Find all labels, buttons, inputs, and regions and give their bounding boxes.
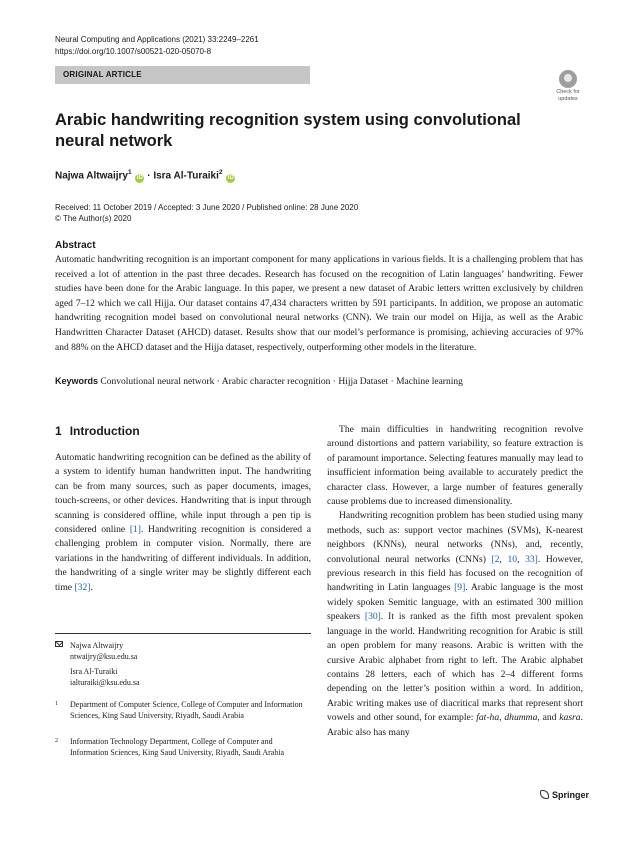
section-number: 1	[55, 424, 62, 438]
publisher-name: Springer	[552, 790, 590, 800]
contact-name: Najwa Altwaijry	[70, 641, 124, 650]
journal-citation: Neural Computing and Applications (2021) 33:2249–2261	[55, 35, 259, 44]
check-for-updates-badge[interactable]	[552, 70, 584, 102]
body-paragraph: The main difficulties in handwriting recognition revolve around distortions and pattern variability, so feature extraction is of paramount importance. Selecting features manually may lead to insufficient information being available to accurately predict the character class. However, a large number of features generally cause problems due to increased dimensionality.	[327, 424, 583, 508]
copyright-line: © The Author(s) 2020	[55, 214, 132, 223]
check-label-2: updates	[558, 96, 578, 102]
citation-link[interactable]: 10	[507, 553, 518, 565]
article-type-banner: ORIGINAL ARTICLE	[55, 66, 310, 84]
publisher-logo	[540, 789, 589, 801]
publication-dates	[55, 202, 358, 224]
affiliation-text: Information Technology Department, College of Computer and Information Sciences, King Saud University, Riyadh, Saudi Arabia	[70, 737, 285, 757]
abstract-heading: Abstract	[55, 240, 96, 251]
example-term: fat-ha	[476, 712, 500, 724]
citation-link[interactable]: [2	[491, 553, 500, 565]
author-affil-sup: 2	[218, 169, 223, 176]
contact-email[interactable]: ntwaijry@ksu.edu.sa	[70, 652, 138, 661]
author-name: Najwa Altwaijry	[55, 170, 128, 182]
contact-name: Isra Al-Turaiki	[70, 667, 118, 676]
author-name: Isra Al-Turaiki	[153, 170, 219, 182]
section-title: Introduction	[69, 424, 140, 438]
citation-link[interactable]: [9]	[454, 582, 466, 594]
example-term: dhumma,	[504, 712, 540, 724]
body-paragraph: Handwriting recognition problem has been studied using many methods, such as: support vector machines (SVMs), K-nearest neighbors (KNNs), neural networks (NNs), and, recently, convolutional neural networks (CNNs) [2, 10, 33]. However, previous research in this field has focused on the recognition of handwriting in Latin languages [9]. Arabic language is the most widely spoken Semitic language, with an estimated 300 million speakers [30]. It is ranked as the fifth most prevalent spoken language in the world. Handwriting recognition for Arabic is still an open problem for many reasons. Arabic is written with the cursive Arabic alphabet from right to left. The Arabic alphabet contains 28 letters, each of which has 2–4 different forms depending on the letter’s position within a word. In addition, Arabic writing makes use of diacritical marks that represent short vowels and other sound, for example: fat-ha, dhumma, and kasra. Arabic also has many	[327, 510, 584, 738]
footnote-divider	[55, 633, 311, 634]
orcid-icon[interactable]: iD	[227, 175, 234, 182]
citation-link[interactable]: 33]	[525, 553, 538, 565]
springer-horse-icon	[540, 790, 549, 799]
paper-title: Arabic handwriting recognition system using convolutional neural network	[55, 111, 521, 150]
orcid-icon[interactable]: iD	[136, 175, 143, 182]
envelope-icon	[55, 641, 63, 647]
author-separator: ·	[147, 170, 151, 182]
author-affil-sup: 1	[128, 169, 132, 176]
author-list	[55, 166, 235, 183]
doi-link[interactable]: https://doi.org/10.1007/s00521-020-05070-8	[55, 47, 212, 56]
affiliation-number: 2	[55, 738, 58, 744]
citation-link[interactable]: [30]	[364, 611, 381, 623]
citation-link[interactable]: [1]	[129, 524, 141, 536]
affiliation-number: 1	[55, 701, 58, 707]
check-label-1: Check for	[556, 89, 580, 95]
abstract-text: Automatic handwriting recognition is an important component for many applications in various fields. It is a challenging problem that has received a lot of attention in the past three decades. Research has focused on the recognition of Latin languages’ handwriting. Fewer studies have been done for the Arabic language. In this paper, we present a new dataset of Arabic letters written exclusively by children aged 7–12 which we call Hijja. Our dataset contains 47,434 characters written by 591 participants. In addition, we propose an automatic handwriting recognition model based on convolutional neural networks (CNN). We train our model on Hijja, as well as the Arabic Handwritten Character Dataset (AHCD) dataset. Results show that our model’s performance is promising, achieving accuracies of 97% and 88% on the AHCD dataset and the Hijja dataset, respectively, outperforming other models in the literature.	[55, 255, 583, 353]
example-term: kasra	[559, 712, 581, 724]
crossmark-icon	[559, 70, 577, 88]
section-heading	[55, 424, 148, 439]
dates-line: Received: 11 October 2019 / Accepted: 3 June 2020 / Published online: 28 June 2020	[55, 203, 359, 212]
left-column	[55, 451, 311, 595]
contact-email[interactable]: ialturaiki@ksu.edu.sa	[70, 678, 140, 687]
affiliation-text: Department of Computer Science, College of Computer and Information Sciences, King Saud University, Riyadh, Saudi Arabia	[70, 700, 303, 720]
keywords	[55, 374, 583, 389]
citation-link[interactable]: [32]	[74, 581, 91, 593]
keywords-label: Keywords	[55, 376, 99, 386]
right-column	[327, 423, 583, 740]
intro-paragraph: Automatic handwriting recognition can be defined as the ability of a system to identify human handwritten input. The handwriting can be from many sources, such as paper documents, images, touch-screens, or other devices. Handwriting that is input through scanning is considered offline, while input through a pen tip is considered online [1]. Handwriting recognition is considered a challenging problem in computer vision. Normally, there are variations in the handwriting of different individuals. In addition, the handwriting of a single writer may be slightly different each time [32].	[55, 452, 311, 593]
keywords-text: Convolutional neural network · Arabic character recognition · Hijja Dataset · Machine learning	[100, 377, 463, 387]
